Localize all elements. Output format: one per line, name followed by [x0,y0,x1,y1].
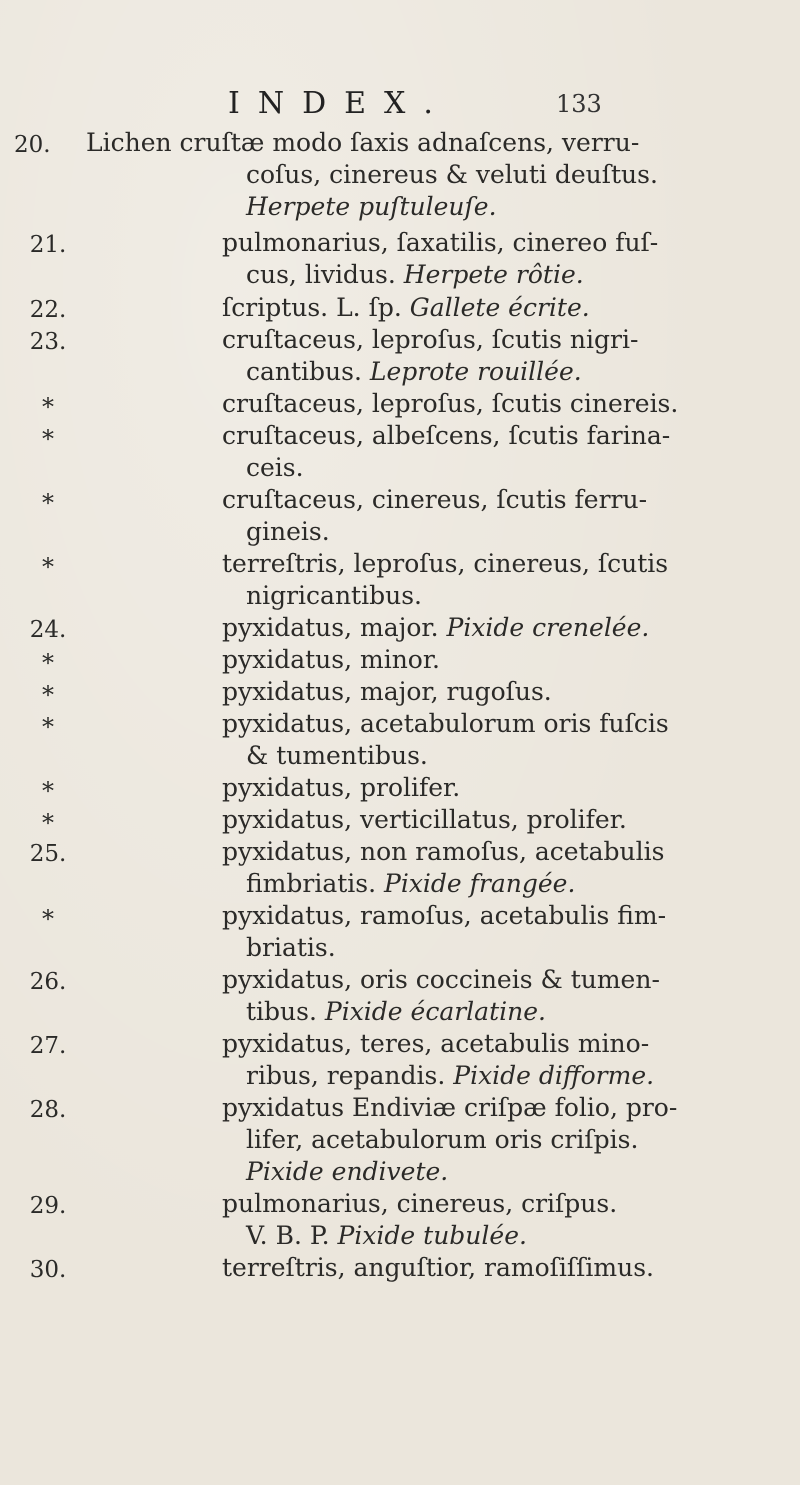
entry-number: 29. [29,1193,67,1219]
latin-text: cantibus. [246,357,370,386]
latin-text: pyxidatus Endiviæ criſpæ folio, pro- [222,1093,678,1122]
latin-text: cruſtaceus, leproſus, ſcutis nigri- [222,325,639,354]
entry-line [222,677,552,707]
latin-text: cus, lividus. [246,260,404,289]
entry-line [222,421,670,451]
entry-number: * [42,777,54,805]
latin-text: ſcriptus. L. ſp. [222,293,410,322]
french-name: Pixide écarlatine. [324,997,546,1026]
french-name: Pixide crenelée. [446,613,650,642]
entry-line [222,389,678,419]
latin-text: pyxidatus, ramoſus, acetabulis fim- [222,901,667,930]
entry-line [222,709,669,739]
entry-line [246,160,658,190]
latin-text: ribus, repandis. [246,1061,454,1090]
entry-number: 22. [29,297,67,323]
entry-number: 23. [29,329,67,355]
latin-text: & tumentibus. [246,741,428,770]
latin-text: briatis. [246,933,336,962]
french-name: Pixide frangée. [384,869,576,898]
entry-line [246,517,330,547]
latin-text: gineis. [246,517,330,546]
latin-text: pyxidatus, prolifer. [222,773,461,802]
entry-line [222,293,590,323]
entry-number: 30. [29,1257,67,1283]
latin-text: pyxidatus, non ramoſus, acetabulis [222,837,665,866]
entry-line [222,325,638,355]
latin-text: terreſtris, leproſus, cinereus, ſcutis [222,549,669,578]
entry-number: 27. [29,1033,67,1059]
entry-number: 21. [29,232,67,258]
latin-text: pyxidatus, major, rugoſus. [222,677,552,706]
entry-line [246,1125,638,1155]
latin-text: pyxidatus, minor. [222,645,441,674]
entry-number: * [42,713,54,741]
latin-text: fimbriatis. [246,869,385,898]
entry-line [222,1189,617,1219]
entry-line [86,128,639,158]
latin-text: pulmonarius, cinereus, criſpus. [222,1189,618,1218]
entry-line [246,1221,527,1251]
latin-text: terreſtris, anguſtior, ramoſiſſimus. [222,1253,655,1282]
entry-line [222,1029,649,1059]
entry-number: * [42,681,54,709]
entry-number: * [42,425,54,453]
latin-text: pyxidatus, verticillatus, prolifer. [222,805,627,834]
latin-text: cruſtaceus, leproſus, ſcutis cinereis. [222,389,679,418]
entry-line [222,645,440,675]
entry-line [222,613,649,643]
latin-text: cruſtaceus, albeſcens, ſcutis farina- [222,421,671,450]
latin-text: Lichen cruſtæ modo ſaxis adnaſcens, verru- [86,128,640,157]
entry-line [222,228,658,258]
entry-line [222,1253,654,1283]
entry-number: 28. [29,1097,67,1123]
latin-text: lifer, acetabulorum oris criſpis. [246,1125,639,1154]
french-name: Gallete écrite. [409,293,590,322]
latin-text: pyxidatus, acetabulorum oris fuſcis [222,709,669,738]
entry-line [222,485,647,515]
latin-text: V. B. P. [246,1221,338,1250]
running-head [0,86,800,120]
entry-number: * [42,809,54,837]
french-name: Pixide tubulée. [337,1221,527,1250]
latin-text: nigricantibus. [246,581,422,610]
entry-number: 24. [29,617,67,643]
entry-number: * [42,905,54,933]
entry-line [246,453,304,483]
entry-number: 26. [29,969,67,995]
latin-text: pulmonarius, ſaxatilis, cinereo fuſ- [222,228,659,257]
entry-number: 25. [29,841,67,867]
latin-text: ceis. [246,453,304,482]
entry-line [222,965,660,995]
entry-line [222,837,664,867]
running-title: INDEX. [228,86,451,121]
entry-number: * [42,649,54,677]
latin-text: tibus. [246,997,325,1026]
entry-number: * [42,489,54,517]
entry-line [246,1061,654,1091]
french-name: Herpete puſtuleuſe. [246,192,497,221]
entry-line [222,901,666,931]
latin-text: cruſtaceus, cinereus, ſcutis ferru- [222,485,648,514]
page-number: 133 [556,90,602,118]
entry-line [246,997,546,1027]
french-name: Herpete rôtie. [403,260,584,289]
entry-line [246,933,336,963]
french-name: Pixide endivete. [246,1157,449,1186]
entry-line [246,357,582,387]
entry-line [246,869,575,899]
entry-number: * [42,393,54,421]
latin-text: pyxidatus, teres, acetabulis mino- [222,1029,650,1058]
latin-text: pyxidatus, major. [222,613,447,642]
latin-text: coſus, cinereus & veluti deuſtus. [246,160,658,189]
entry-line [222,549,668,579]
entry-line [246,1157,448,1187]
entry-line [246,581,422,611]
entry-line [222,773,460,803]
entry-number: 20. [14,132,51,158]
entry-line [246,260,584,290]
latin-text: pyxidatus, oris coccineis & tumen- [222,965,660,994]
entry-number: * [42,553,54,581]
french-name: Leprote rouillée. [369,357,582,386]
entry-line [246,741,428,771]
entry-line [246,192,497,222]
french-name: Pixide difforme. [453,1061,655,1090]
entry-line [222,805,627,835]
entry-line [222,1093,677,1123]
